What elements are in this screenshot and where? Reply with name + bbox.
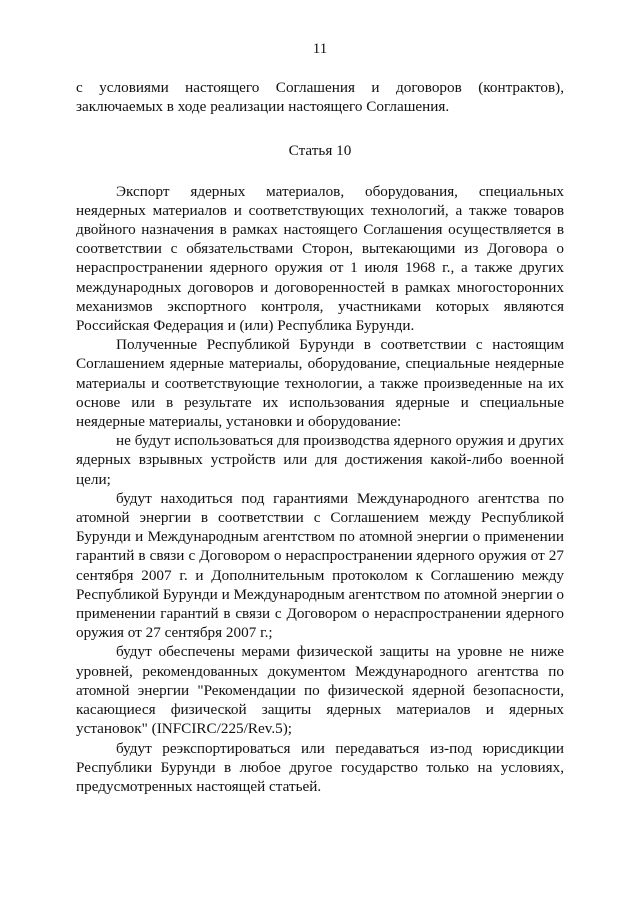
article-title: Статья 10 [288,142,352,160]
document-page [76,40,564,796]
paragraph-reexport: будут реэкспортироваться или передаваться из-под юрисдикции Республики Бурунди в любое другое государство только на условиях, предусмотренных настоящей статьей. [76,739,564,795]
paragraph-received-materials: Полученные Республикой Бурунди в соответствии с настоящим Соглашением ядерные материалы, оборудование, специальные неядерные материалы и соответствующие технологии, а также произведенные на их основе или в результате их использования ядерные и специальные неядерные материалы, установки и оборудование: [76,336,564,431]
intro-paragraph: с условиями настоящего Соглашения и договоров (контрактов), заключаемых в ходе реализации настоящего Соглашения. [76,79,564,116]
paragraph-physical-protection: будут обеспечены мерами физической защиты на уровне не ниже уровней, рекомендованных документом Международного агентства по атомной энергии "Рекомендации по физической ядерной безопасности, касающиеся физической защиты ядерных материалов и ядерных установок" (INFCIRC/225/Rev.5); [76,643,564,738]
paragraph-export: Экспорт ядерных материалов, оборудования, специальных неядерных материалов и соответствующих технологий, а также товаров двойного назначения в рамках настоящего Соглашения осуществляется в соответствии с обязательствами Сторон, вытекающими из Договора о нераспространении ядерного оружия от 1 июля 1968 г., а также других международных договоров и договоренностей в рамках многосторонних механизмов экспортного контроля, участниками которых являются Российская Федерация и (или) Республика Бурунди. [76,182,564,335]
paragraph-no-weapons: не будут использоваться для производства ядерного оружия и других ядерных взрывных устройств или для достижения какой-либо военной цели; [76,432,564,488]
page-number: 11 [312,41,328,57]
paragraph-safeguards: будут находиться под гарантиями Международного агентства по атомной энергии в соответствии с Соглашением между Республикой Бурунди и Международным агентством по атомной энергии о применении гарантий в связи с Договором о нераспространении ядерного оружия от 27 сентября 2007 г. и Дополнительным протоколом к Соглашению между Республикой Бурунди и Международным агентством по атомной энергии о применении гарантий в связи с Договором о нераспространении ядерного оружия от 27 сентября 2007 г.; [76,489,564,642]
